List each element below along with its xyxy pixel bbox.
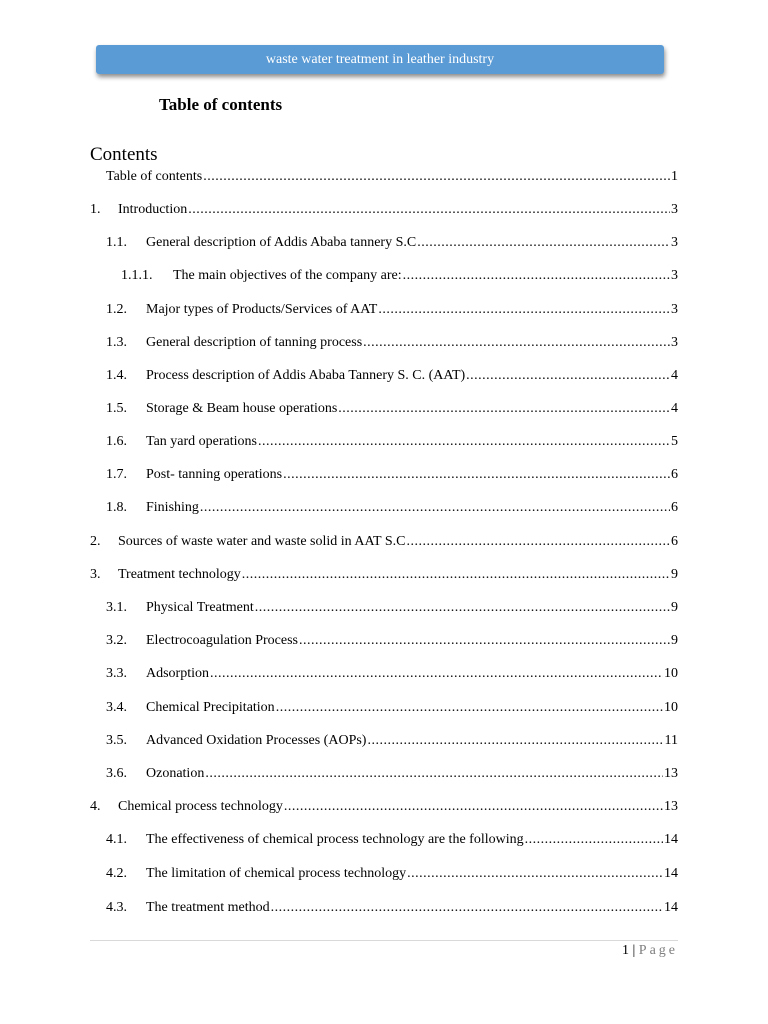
toc-entry-page: 1 (671, 169, 678, 184)
toc-entry-title: Adsorption (146, 666, 209, 681)
toc-entry-page: 6 (671, 500, 678, 515)
toc-entry-number: 3. (90, 567, 101, 582)
toc-entry-title: Advanced Oxidation Processes (AOPs) (146, 733, 367, 748)
toc-dot-leader (283, 467, 670, 483)
toc-dot-leader (242, 567, 670, 583)
toc-entry[interactable] (0, 567, 768, 587)
toc-entry-title: Finishing (146, 500, 199, 515)
toc-entry[interactable] (0, 235, 768, 255)
toc-entry-title: The treatment method (146, 900, 270, 915)
toc-entry-title: Treatment technology (118, 567, 241, 582)
toc-entry-page: 13 (664, 766, 678, 781)
toc-entry[interactable] (0, 700, 768, 720)
toc-dot-leader (205, 766, 663, 782)
toc-entry-page: 14 (664, 832, 678, 847)
toc-entry-title: General description of tanning process (146, 335, 363, 350)
toc-entry-title: Post- tanning operations (146, 467, 283, 482)
toc-entry-number: 4.2. (106, 866, 127, 881)
toc-dot-leader (367, 733, 663, 749)
toc-entry-title: Electrocoagulation Process (146, 633, 299, 648)
toc-entry-title: Sources of waste water and waste solid in AAT S.C (118, 534, 406, 549)
toc-entry-page: 14 (664, 866, 678, 881)
toc-dot-leader (258, 434, 670, 450)
toc-entry-number: 1. (90, 202, 101, 217)
footer-page-word: Page (638, 943, 678, 958)
toc-entry-title: Process description of Addis Ababa Tannery S. C. (AAT) (146, 368, 466, 383)
toc-entry-number: 2. (90, 534, 101, 549)
contents-title: Contents (90, 144, 158, 165)
toc-entry[interactable] (0, 401, 768, 421)
toc-entry[interactable] (0, 467, 768, 487)
toc-dot-leader (406, 534, 670, 550)
toc-entry-number: 3.1. (106, 600, 127, 615)
toc-entry-number: 3.5. (106, 733, 127, 748)
toc-entry-title: Physical Treatment (146, 600, 254, 615)
toc-entry-page: 3 (671, 235, 678, 250)
toc-dot-leader (188, 202, 670, 218)
toc-entry-page: 6 (671, 467, 678, 482)
footer-page-number: 1 (621, 943, 629, 958)
toc-entry[interactable] (0, 666, 768, 686)
toc-entry-number: 1.5. (106, 401, 127, 416)
toc-entry-page: 11 (664, 733, 678, 748)
toc-entry-number: 3.4. (106, 700, 127, 715)
toc-entry-page: 6 (671, 534, 678, 549)
toc-entry[interactable] (0, 600, 768, 620)
toc-entry-page: 5 (671, 434, 678, 449)
toc-entry-page: 4 (671, 368, 678, 383)
toc-entry-page: 14 (664, 900, 678, 915)
toc-dot-leader (284, 799, 663, 815)
toc-entry-title: Ozonation (146, 766, 205, 781)
toc-entry[interactable] (0, 866, 768, 886)
toc-entry-number: 3.6. (106, 766, 127, 781)
toc-entry-title: Chemical process technology (118, 799, 283, 814)
toc-entry-page: 13 (664, 799, 678, 814)
toc-entry[interactable] (0, 766, 768, 786)
toc-entry-number: 1.1.1. (121, 268, 153, 283)
toc-entry-page: 9 (671, 600, 678, 615)
toc-entry[interactable] (0, 169, 768, 189)
toc-entry-page: 4 (671, 401, 678, 416)
toc-dot-leader (525, 832, 663, 848)
toc-dot-leader (276, 700, 663, 716)
toc-entry-page: 3 (671, 268, 678, 283)
toc-entry-number: 1.8. (106, 500, 127, 515)
toc-entry[interactable] (0, 534, 768, 554)
toc-entry-page: 3 (671, 302, 678, 317)
toc-dot-leader (363, 335, 670, 351)
toc-entry-number: 4.1. (106, 832, 127, 847)
toc-entry-number: 4.3. (106, 900, 127, 915)
toc-heading: Table of contents (159, 95, 283, 114)
toc-entry-page: 3 (671, 202, 678, 217)
page-footer (622, 943, 678, 959)
toc-entry-title: The main objectives of the company are: (173, 268, 402, 283)
toc-dot-leader (378, 302, 670, 318)
toc-entry[interactable] (0, 500, 768, 520)
toc-entry[interactable] (0, 434, 768, 454)
toc-dot-leader (417, 235, 670, 251)
toc-entry[interactable] (0, 799, 768, 819)
toc-entry-title: Storage & Beam house operations (146, 401, 338, 416)
toc-entry-page: 10 (664, 666, 678, 681)
toc-entry-title: The effectiveness of chemical process technology are the following (146, 832, 524, 847)
toc-dot-leader (407, 866, 663, 882)
toc-dot-leader (203, 169, 670, 185)
toc-entry-number: 1.6. (106, 434, 127, 449)
toc-entry[interactable] (0, 302, 768, 322)
toc-entry-number: 1.4. (106, 368, 127, 383)
toc-entry-page: 3 (671, 335, 678, 350)
toc-dot-leader (403, 268, 670, 284)
toc-entry[interactable] (0, 832, 768, 852)
toc-entry-number: 1.1. (106, 235, 127, 250)
toc-entry-page: 9 (671, 633, 678, 648)
toc-entry[interactable] (0, 335, 768, 355)
toc-dot-leader (255, 600, 670, 616)
toc-dot-leader (271, 900, 663, 916)
toc-dot-leader (299, 633, 670, 649)
footer-divider (90, 940, 678, 941)
toc-entry-number: 3.2. (106, 633, 127, 648)
toc-entry[interactable] (0, 202, 768, 222)
toc-entry-number: 1.7. (106, 467, 127, 482)
header-banner-text: waste water treatment in leather industry (265, 51, 495, 67)
toc-entry-title: The limitation of chemical process technology (146, 866, 407, 881)
toc-entry-title: Tan yard operations (146, 434, 257, 449)
toc-entry[interactable] (0, 900, 768, 920)
toc-entry-number: 1.3. (106, 335, 127, 350)
toc-dot-leader (338, 401, 670, 417)
toc-dot-leader (200, 500, 670, 516)
toc-entry-number: 3.3. (106, 666, 127, 681)
toc-entry-number: 1.2. (106, 302, 127, 317)
toc-entry[interactable] (0, 368, 768, 388)
header-banner (96, 45, 664, 74)
toc-entry-title: Chemical Precipitation (146, 700, 275, 715)
toc-entry[interactable] (0, 633, 768, 653)
toc-entry-title: Table of contents (106, 169, 203, 184)
toc-entry-number: 4. (90, 799, 101, 814)
toc-dot-leader (466, 368, 670, 384)
footer-separator: | (632, 943, 636, 958)
toc-entry-title: Major types of Products/Services of AAT (146, 302, 378, 317)
toc-entry-title: General description of Addis Ababa tannery S.C (146, 235, 417, 250)
toc-dot-leader (210, 666, 663, 682)
toc-entry-page: 10 (664, 700, 678, 715)
toc-entry[interactable] (0, 268, 768, 288)
toc-entry-page: 9 (671, 567, 678, 582)
toc-entry[interactable] (0, 733, 768, 753)
toc-entry-title: Introduction (118, 202, 188, 217)
